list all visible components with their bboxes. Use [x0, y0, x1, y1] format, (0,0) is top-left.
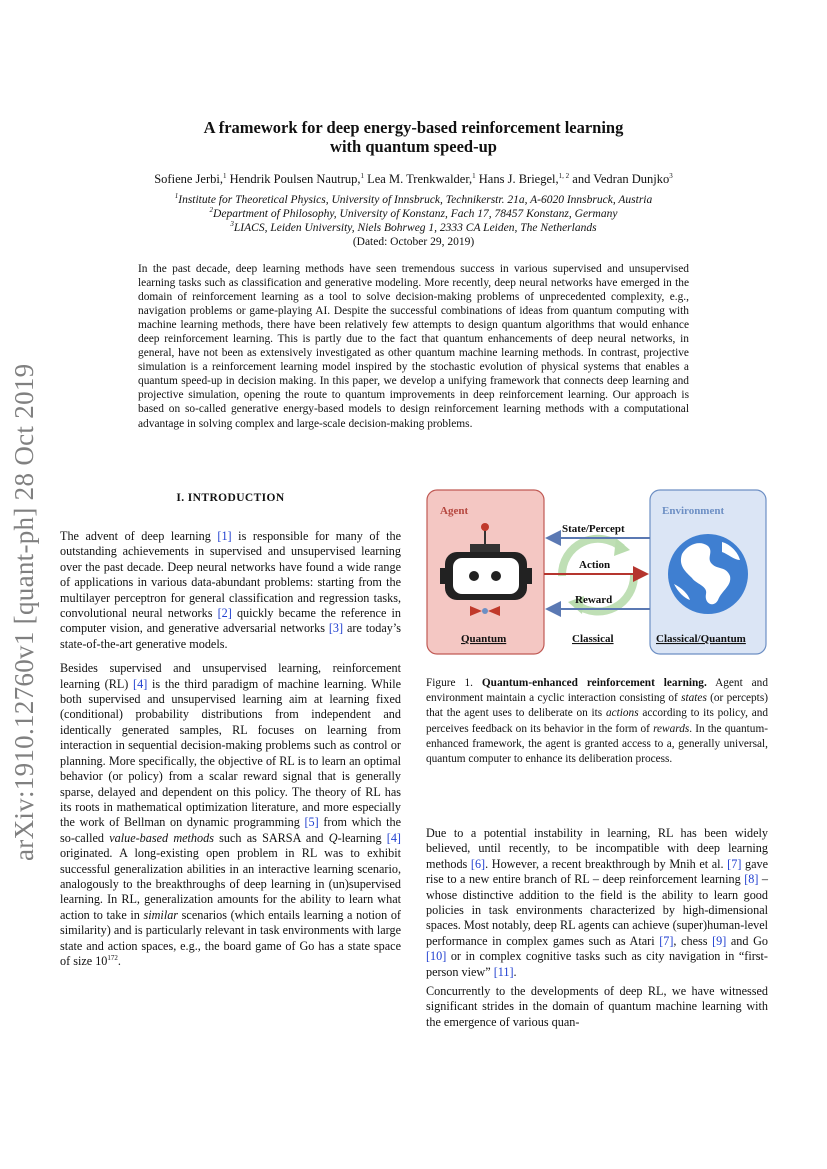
author-name: Hendrik Poulsen Nautrup, [226, 172, 361, 186]
left-column [60, 529, 401, 969]
title-line-1: A framework for deep energy-based reinforcement learning [203, 118, 624, 137]
section-heading: I. INTRODUCTION [176, 492, 285, 504]
affiliation-1 [60, 193, 767, 207]
author-name: Lea M. Trenkwalder, [363, 172, 473, 186]
author-list [60, 172, 767, 187]
citation-link[interactable]: [7] [659, 933, 674, 948]
author-affil-sup: 1 [472, 171, 476, 180]
citation-link[interactable]: [1] [217, 529, 232, 543]
action-label: Action [579, 559, 611, 571]
citation-link[interactable]: [4] [386, 830, 401, 845]
affiliation-sup: 2 [209, 206, 214, 215]
right-column [426, 826, 768, 1030]
author-affil-sup: 3 [669, 171, 673, 180]
author-affil-sup: 1 [360, 171, 364, 180]
quantum-label: Quantum [461, 633, 507, 645]
figure-1-diagram [426, 488, 768, 658]
citation-link[interactable]: [3] [328, 621, 344, 636]
affiliation-text: LIACS, Leiden University, Niels Bohrweg 1, 2333 CA Leiden, The Netherlands [233, 222, 597, 234]
figure-caption: Figure 1. Quantum-enhanced reinforcement learning. Agent and environment maintain a cyclic interaction consisting of states (or percepts) that the agent uses to deliberate on its actions according to its policy, and perceives feedback on its behavior in the form of rewards. In the quantum-enhanced framework, the agent is granted access to a, generally universal, quantum computer to enhance its deliberation process. [426, 677, 768, 766]
intro-paragraph-3: Due to a potential instability in learning, RL has been widely believed, until recently, to be incompatible with deep learning methods [6]. However, a recent breakthrough by Mnih et al. [7] gave rise to a new entire branch of RL – deep reinforcement learning [8] – whose distinctive addition to the field is the ability to learn good policies in task environments characterized by high-dimensional spaces. Most notably, deep RL agents can achieve (super)human-level performance in complex games such as Atari [7], chess [9] and Go [10] or in complex cognitive tasks such as city navigation in “first-person view” [11]. [426, 826, 769, 979]
classical-label: Classical [572, 633, 614, 645]
classical-quantum-label: Classical/Quantum [656, 633, 746, 645]
citation-link[interactable]: [4] [133, 676, 148, 691]
agent-label: Agent [440, 505, 469, 517]
abstract: In the past decade, deep learning methods have seen tremendous success in various supervised and unsupervised learning tasks such as classification and generative modeling. More recently, deep neural networks have emerged in the domain of reinforcement learning as a tool to solve decision-making problems of unprecedented complexity, e.g., navigation problems or game-playing AI. Despite the successful combinations of ideas from quantum computing with machine learning methods, there have been relatively few attempts to design quantum algorithms that would enhance deep reinforcement learning. This is partly due to the fact that quantum enhancements of deep neural networks, in general, have not been as extensively investigated as other quantum machine learning methods. In contrast, projective simulation is a reinforcement learning model inspired by the stochastic evolution of physical systems that enables a quantum speed-up in decision making. In this paper, we develop a unifying framework that connects deep learning and projective simulation, opening the route to quantum improvements in deep reinforcement learning. Our approach is based on so-called generative energy-based models to design reinforcement learning methods with a computational advantage in solving complex and large-scale decision-making problems. [138, 263, 689, 430]
intro-paragraph-1: The advent of deep learning [1] is responsible for many of the outstanding achievements in supervised and unsupervised learning over the past decade. Deep neural networks have found a wide range of applications in various data-abundant problems: starting from the multilayer perceptron for general classification and regression tasks, convolutional neural networks [2] quickly became the reference in computer vision, and generative adversarial networks [3] are today’s state-of-the-art generative models. [60, 529, 402, 651]
dated-line: (Dated: October 29, 2019) [352, 236, 475, 248]
affiliation-3 [60, 221, 767, 235]
citation-link[interactable]: [8] [744, 872, 759, 887]
affiliation-sup: 3 [230, 220, 234, 229]
author-affil-sup: 1 [222, 171, 227, 180]
author-affil-sup: 1, 2 [558, 171, 570, 180]
affiliation-sup: 1 [174, 192, 179, 201]
citation-link[interactable]: [6] [470, 856, 486, 871]
affiliation-text: Department of Philosophy, University of Konstanz, Fach 17, 78457 Konstanz, Germany [213, 208, 618, 220]
citation-link[interactable]: [2] [217, 606, 232, 621]
citation-link[interactable]: [10] [426, 949, 447, 964]
arxiv-stamp: arXiv:1910.12760v1 [quant-ph] 28 Oct 2019 [9, 363, 39, 861]
earth-icon [668, 534, 748, 614]
title-line-2: with quantum speed-up [330, 137, 497, 156]
intro-paragraph-4: Concurrently to the developments of deep RL, we have witnessed significant strides in the domain of quantum machine learning with the emergence of various quan- [426, 984, 768, 1029]
affiliation-2 [60, 207, 767, 221]
reward-label: Reward [575, 594, 613, 606]
citation-link[interactable]: [7] [727, 856, 742, 871]
author-name: and Vedran Dunjko [569, 172, 670, 186]
author-name: Sofiene Jerbi, [154, 172, 223, 186]
citation-link[interactable]: [5] [304, 815, 319, 830]
environment-label: Environment [662, 505, 725, 517]
affiliation-text: Institute for Theoretical Physics, University of Innsbruck, Technikerstr. 21a, A-6020 Innsbruck, Austria [178, 194, 653, 206]
author-name: Hans J. Briegel, [475, 172, 559, 186]
citation-link[interactable]: [9] [712, 933, 727, 948]
citation-link[interactable]: [11] [493, 964, 514, 979]
state-percept-label: State/Percept [562, 523, 625, 535]
intro-paragraph-2: Besides supervised and unsupervised learning, reinforcement learning (RL) [4] is the third paradigm of machine learning. While both supervised and unsupervised learning aim at learning fixed (conditional) probability distributions from independent and identically generated samples, RL focuses on learning from interaction in sequential decision-making problems such as control or planning. More specifically, the objective of RL is to learn an optimal behavior (or policy) from a scalar reward signal that is generally sparse, delayed and dependent on this policy. The theory of RL has its roots in mathematical optimization literature, and more especially the work of Bellman on dynamic programming [5] from which the so-called value-based methods such as SARSA and Q-learning [4] originated. A long-existing open problem in RL was to exhibit successful generalization abilities in an interactive learning scenario, analogously to the breakthroughs of deep learning in (un)supervised learning. In RL, generalization amounts for the ability to learn what action to take in similar scenarios (which entails learning a notion of similarity) and is particularly relevant in task environments with large state and action spaces, e.g., the board game of Go has a state space of size $10^{172}$. [60, 661, 401, 968]
paper-title [100, 118, 727, 156]
